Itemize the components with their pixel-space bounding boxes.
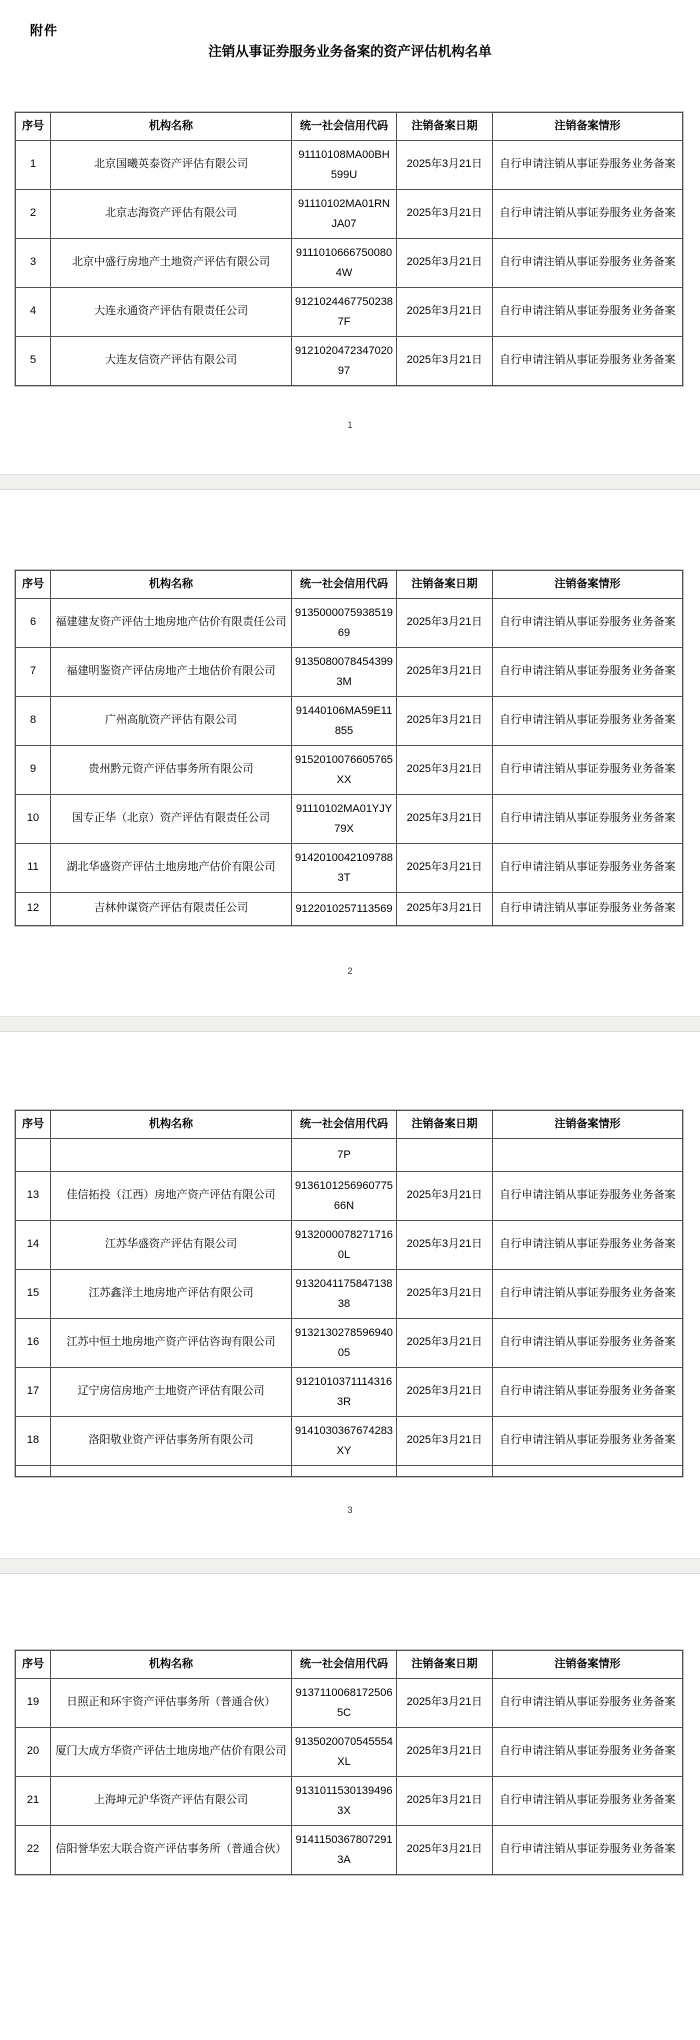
- credit-code-line: 79X: [334, 823, 354, 835]
- credit-code-line: 69: [337, 627, 351, 639]
- table-row: [16, 648, 683, 697]
- page-separator: [0, 1558, 700, 1574]
- cell-filing-date: 2025年3月21日: [397, 141, 493, 190]
- cell-filing-date: 2025年3月21日: [397, 1270, 493, 1319]
- credit-code-line: 9141030367674283: [295, 1425, 393, 1437]
- table-row: [16, 1826, 683, 1875]
- cell-filing-date: 2025年3月21日: [397, 1777, 493, 1826]
- cell-credit-code: [292, 1728, 397, 1777]
- cell-filing-status: 自行申请注销从事证券服务业务备案: [493, 1172, 683, 1221]
- cell-filing-status: 自行申请注销从事证券服务业务备案: [493, 1728, 683, 1777]
- header-cell-0: 序号: [16, 1111, 51, 1139]
- cell-serial-no: 2: [16, 190, 51, 239]
- cell-filing-date: 2025年3月21日: [397, 1826, 493, 1875]
- cell-serial-no: 12: [16, 893, 51, 926]
- credit-code-line: 9132000078271716: [295, 1229, 393, 1241]
- table-row: [16, 697, 683, 746]
- table-row: [16, 1368, 683, 1417]
- cell-filing-date: 2025年3月21日: [397, 288, 493, 337]
- cell-filing-status: 自行申请注销从事证券服务业务备案: [493, 648, 683, 697]
- credit-code-line: 3A: [337, 1854, 351, 1866]
- cell-filing-status: 自行申请注销从事证券服务业务备案: [493, 239, 683, 288]
- credit-code-line: 05: [337, 1347, 351, 1359]
- header-cell-1: 机构名称: [51, 1651, 292, 1679]
- table-row: [16, 1777, 683, 1826]
- cell-org-name: 洛阳敬业资产评估事务所有限公司: [51, 1417, 292, 1466]
- cell-credit-code: [292, 1221, 397, 1270]
- cell-filing-status: 自行申请注销从事证券服务业务备案: [493, 1368, 683, 1417]
- cell-credit-code: [292, 844, 397, 893]
- table-row: [16, 1417, 683, 1466]
- cell-credit-code: [292, 599, 397, 648]
- cell-serial-no: 10: [16, 795, 51, 844]
- cell-org-name: 大连友信资产评估有限公司: [51, 337, 292, 386]
- credit-code-line: 3M: [336, 676, 352, 688]
- cell-credit-code: [292, 1172, 397, 1221]
- cell-serial-no: 18: [16, 1417, 51, 1466]
- credit-code-line: 9135000075938519: [295, 607, 393, 619]
- records-table: [15, 1650, 683, 1875]
- cell-filing-date: 2025年3月21日: [397, 795, 493, 844]
- header-cell-1: 机构名称: [51, 1111, 292, 1139]
- cell-filing-date: 2025年3月21日: [397, 599, 493, 648]
- header-cell-3: 注销备案日期: [397, 1111, 493, 1139]
- cell-org-name: [51, 1466, 292, 1477]
- cell-filing-status: 自行申请注销从事证券服务业务备案: [493, 1679, 683, 1728]
- header-cell-2: 统一社会信用代码: [292, 1111, 397, 1139]
- credit-code-line: 9137110068172506: [295, 1687, 393, 1699]
- table-row: [16, 1221, 683, 1270]
- cell-org-name: 贵州黔元资产评估事务所有限公司: [51, 746, 292, 795]
- cell-filing-date: [397, 1139, 493, 1172]
- credit-code-line: 9141150367807291: [295, 1834, 393, 1846]
- cell-filing-status: 自行申请注销从事证券服务业务备案: [493, 893, 683, 926]
- table-row: [16, 599, 683, 648]
- cell-filing-date: 2025年3月21日: [397, 844, 493, 893]
- cell-filing-status: 自行申请注销从事证券服务业务备案: [493, 190, 683, 239]
- attachment-label: 附件: [30, 23, 59, 38]
- header-cell-1: 机构名称: [51, 113, 292, 141]
- cell-filing-status: 自行申请注销从事证券服务业务备案: [493, 141, 683, 190]
- cell-org-name: 大连永通资产评估有限责任公司: [51, 288, 292, 337]
- table-row: [16, 190, 683, 239]
- cell-serial-no: 17: [16, 1368, 51, 1417]
- page-number: 2: [347, 966, 353, 976]
- cell-filing-status: 自行申请注销从事证券服务业务备案: [493, 1417, 683, 1466]
- credit-code-line: XY: [336, 1445, 352, 1457]
- cell-serial-no: 15: [16, 1270, 51, 1319]
- table-header-row: [16, 1111, 683, 1139]
- records-table: [15, 1110, 683, 1477]
- cell-credit-code: [292, 1679, 397, 1728]
- cell-filing-status: 自行申请注销从事证券服务业务备案: [493, 337, 683, 386]
- header-cell-2: 统一社会信用代码: [292, 1651, 397, 1679]
- cell-serial-no: 14: [16, 1221, 51, 1270]
- cell-filing-date: 2025年3月21日: [397, 1728, 493, 1777]
- cell-credit-code: [292, 1270, 397, 1319]
- cell-credit-code: [292, 1826, 397, 1875]
- credit-code-line: XL: [337, 1756, 351, 1768]
- cell-serial-no: 6: [16, 599, 51, 648]
- cell-filing-status: 自行申请注销从事证券服务业务备案: [493, 599, 683, 648]
- table-header-row: [16, 113, 683, 141]
- cell-filing-date: 2025年3月21日: [397, 1221, 493, 1270]
- credit-code-line: 38: [337, 1298, 351, 1310]
- cell-credit-code: [292, 1777, 397, 1826]
- credit-code-line: 9132130278596940: [295, 1327, 393, 1339]
- cell-serial-no: 7: [16, 648, 51, 697]
- credit-code-line: 599U: [330, 169, 358, 181]
- credit-code-line: 3T: [337, 872, 351, 884]
- cell-org-name: 广州高航资产评估有限公司: [51, 697, 292, 746]
- cell-filing-status: 自行申请注销从事证券服务业务备案: [493, 795, 683, 844]
- table-row: [16, 795, 683, 844]
- header-cell-4: 注销备案情形: [493, 1111, 683, 1139]
- cell-filing-date: 2025年3月21日: [397, 893, 493, 926]
- table-row: [16, 337, 683, 386]
- cell-filing-status: 自行申请注销从事证券服务业务备案: [493, 844, 683, 893]
- cell-credit-code: [292, 190, 397, 239]
- records-table: [15, 570, 683, 926]
- cell-org-name: 日照正和环宇资产评估事务所（普通合伙）: [51, 1679, 292, 1728]
- cell-org-name: 北京中盛行房地产土地资产评估有限公司: [51, 239, 292, 288]
- table-row: [16, 1172, 683, 1221]
- table-row: [16, 1319, 683, 1368]
- credit-code-line: 4W: [335, 267, 353, 279]
- header-cell-3: 注销备案日期: [397, 1651, 493, 1679]
- cell-serial-no: [16, 1466, 51, 1477]
- page-number: 1: [347, 420, 353, 430]
- credit-code-line: 3X: [337, 1805, 351, 1817]
- cell-filing-status: 自行申请注销从事证券服务业务备案: [493, 697, 683, 746]
- document-title: 注销从事证券服务业务备案的资产评估机构名单: [208, 44, 492, 59]
- cell-credit-code: [292, 141, 397, 190]
- cell-credit-code: [292, 1319, 397, 1368]
- header-cell-4: 注销备案情形: [493, 113, 683, 141]
- cell-filing-date: 2025年3月21日: [397, 1319, 493, 1368]
- cell-credit-code: [292, 795, 397, 844]
- credit-code-line: 91110108MA00BH: [298, 149, 390, 161]
- table-row: [16, 844, 683, 893]
- cell-filing-date: 2025年3月21日: [397, 1172, 493, 1221]
- cell-credit-code: [292, 1139, 397, 1172]
- cell-serial-no: 22: [16, 1826, 51, 1875]
- cell-credit-code: [292, 697, 397, 746]
- cell-credit-code: [292, 1466, 397, 1477]
- credit-code-line: 9121020472347020: [295, 345, 393, 357]
- table-row: [16, 1728, 683, 1777]
- table-row: [16, 1679, 683, 1728]
- cell-org-name: 福建明鉴资产评估房地产土地估价有限公司: [51, 648, 292, 697]
- credit-code-line: 9135020070545554: [295, 1736, 393, 1748]
- cell-credit-code: [292, 893, 397, 926]
- credit-code-line: JA07: [331, 218, 357, 230]
- cell-org-name: 江苏鑫洋土地房地产评估有限公司: [51, 1270, 292, 1319]
- cell-serial-no: 3: [16, 239, 51, 288]
- credit-code-line: 9142010042109788: [295, 852, 393, 864]
- cell-org-name: 辽宁房信房地产土地资产评估有限公司: [51, 1368, 292, 1417]
- cell-org-name: 北京国曦英泰资产评估有限公司: [51, 141, 292, 190]
- cell-filing-status: 自行申请注销从事证券服务业务备案: [493, 1826, 683, 1875]
- table-row: [16, 288, 683, 337]
- credit-code-line: 7P: [337, 1149, 351, 1161]
- header-cell-0: 序号: [16, 1651, 51, 1679]
- cell-credit-code: [292, 239, 397, 288]
- cell-filing-date: 2025年3月21日: [397, 337, 493, 386]
- cell-credit-code: [292, 337, 397, 386]
- credit-code-line: 9132041175847138: [295, 1278, 393, 1290]
- page-1: [0, 0, 700, 474]
- cell-filing-date: 2025年3月21日: [397, 648, 493, 697]
- cell-serial-no: 11: [16, 844, 51, 893]
- cell-filing-status: 自行申请注销从事证券服务业务备案: [493, 288, 683, 337]
- cell-filing-status: [493, 1139, 683, 1172]
- cell-credit-code: [292, 1368, 397, 1417]
- cell-filing-status: [493, 1466, 683, 1477]
- cell-org-name: 江苏中恒土地房地产资产评估咨询有限公司: [51, 1319, 292, 1368]
- table-row: [16, 1270, 683, 1319]
- cell-serial-no: 1: [16, 141, 51, 190]
- credit-code-line: XX: [336, 774, 352, 786]
- cell-org-name: 吉林仲谋资产评估有限责任公司: [51, 893, 292, 926]
- cell-filing-date: [397, 1466, 493, 1477]
- header-cell-4: 注销备案情形: [493, 1651, 683, 1679]
- page-3: [0, 1032, 700, 1558]
- cell-serial-no: 8: [16, 697, 51, 746]
- credit-code-line: 0L: [337, 1249, 351, 1261]
- cell-serial-no: 20: [16, 1728, 51, 1777]
- page-separator: [0, 474, 700, 490]
- credit-code-line: 9136101256960775: [295, 1180, 393, 1192]
- credit-code-line: 91440106MA59E11: [295, 705, 393, 717]
- cell-org-name: 信阳誉华宏大联合资产评估事务所（普通合伙）: [51, 1826, 292, 1875]
- credit-code-line: 9121024467750238: [295, 296, 393, 308]
- cell-serial-no: 4: [16, 288, 51, 337]
- cell-filing-status: 自行申请注销从事证券服务业务备案: [493, 1221, 683, 1270]
- cell-filing-date: 2025年3月21日: [397, 746, 493, 795]
- header-cell-2: 统一社会信用代码: [292, 113, 397, 141]
- cell-serial-no: 13: [16, 1172, 51, 1221]
- records-table: [15, 112, 683, 386]
- table-header-row: [16, 1651, 683, 1679]
- credit-code-line: 91110102MA01RN: [298, 198, 390, 210]
- cell-filing-status: 自行申请注销从事证券服务业务备案: [493, 1777, 683, 1826]
- cell-org-name: 江苏华盛资产评估有限公司: [51, 1221, 292, 1270]
- cell-serial-no: 9: [16, 746, 51, 795]
- credit-code-line: 9121010371114316: [295, 1376, 393, 1388]
- cell-credit-code: [292, 288, 397, 337]
- table-row: [16, 1466, 683, 1477]
- cell-filing-status: 自行申请注销从事证券服务业务备案: [493, 746, 683, 795]
- credit-code-line: 91110102MA01YJY: [295, 803, 393, 815]
- cell-filing-status: 自行申请注销从事证券服务业务备案: [493, 1270, 683, 1319]
- cell-org-name: 厦门大成方华资产评估土地房地产估价有限公司: [51, 1728, 292, 1777]
- cell-org-name: 佳信拓投（江西）房地产资产评估有限公司: [51, 1172, 292, 1221]
- cell-org-name: 国专正华（北京）资产评估有限责任公司: [51, 795, 292, 844]
- cell-credit-code: [292, 648, 397, 697]
- page-2: [0, 490, 700, 1016]
- table-row: [16, 1139, 683, 1172]
- page-4: [0, 1574, 700, 2040]
- cell-filing-date: 2025年3月21日: [397, 239, 493, 288]
- cell-credit-code: [292, 1417, 397, 1466]
- cell-serial-no: 5: [16, 337, 51, 386]
- header-cell-3: 注销备案日期: [397, 571, 493, 599]
- cell-filing-date: 2025年3月21日: [397, 1679, 493, 1728]
- header-cell-4: 注销备案情形: [493, 571, 683, 599]
- credit-code-line: 7F: [337, 316, 351, 328]
- table-row: [16, 239, 683, 288]
- header-cell-2: 统一社会信用代码: [292, 571, 397, 599]
- credit-code-line: 5C: [336, 1707, 352, 1719]
- credit-code-line: 9135080078454399: [295, 656, 393, 668]
- credit-code-line: 9152010076605765: [295, 754, 393, 766]
- cell-serial-no: 16: [16, 1319, 51, 1368]
- cell-filing-date: 2025年3月21日: [397, 1368, 493, 1417]
- cell-filing-date: 2025年3月21日: [397, 697, 493, 746]
- credit-code-line: 97: [337, 365, 351, 377]
- credit-code-line: 9131011530139496: [295, 1785, 393, 1797]
- credit-code-line: 66N: [333, 1200, 355, 1212]
- credit-code-line: 9122010257113569: [295, 903, 393, 915]
- cell-filing-status: 自行申请注销从事证券服务业务备案: [493, 1319, 683, 1368]
- cell-filing-date: 2025年3月21日: [397, 190, 493, 239]
- header-cell-3: 注销备案日期: [397, 113, 493, 141]
- page-number: 3: [347, 1505, 353, 1515]
- cell-serial-no: 21: [16, 1777, 51, 1826]
- page-separator: [0, 1016, 700, 1032]
- cell-org-name: [51, 1139, 292, 1172]
- cell-org-name: 湖北华盛资产评估土地房地产估价有限公司: [51, 844, 292, 893]
- credit-code-line: 9111010666750080: [295, 247, 393, 259]
- header-cell-0: 序号: [16, 113, 51, 141]
- cell-org-name: 福建建友资产评估土地房地产估价有限责任公司: [51, 599, 292, 648]
- credit-code-line: 3R: [336, 1396, 352, 1408]
- cell-serial-no: 19: [16, 1679, 51, 1728]
- cell-credit-code: [292, 746, 397, 795]
- cell-org-name: 北京志海资产评估有限公司: [51, 190, 292, 239]
- header-cell-1: 机构名称: [51, 571, 292, 599]
- table-header-row: [16, 571, 683, 599]
- credit-code-line: 855: [334, 725, 354, 737]
- cell-org-name: 上海坤元沪华资产评估有限公司: [51, 1777, 292, 1826]
- header-cell-0: 序号: [16, 571, 51, 599]
- table-row: [16, 746, 683, 795]
- table-row: [16, 893, 683, 926]
- table-row: [16, 141, 683, 190]
- cell-filing-date: 2025年3月21日: [397, 1417, 493, 1466]
- cell-serial-no: [16, 1139, 51, 1172]
